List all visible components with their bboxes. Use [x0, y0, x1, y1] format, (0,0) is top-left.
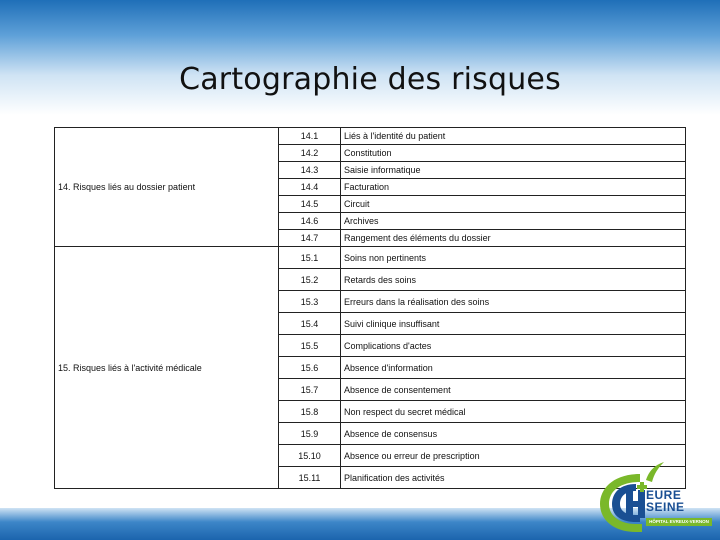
label-cell: Erreurs dans la réalisation des soins: [341, 291, 686, 313]
logo-wordmark: [646, 489, 685, 513]
category-cell: 15. Risques liés à l'activité médicale: [55, 247, 279, 489]
code-cell: 15.7: [279, 379, 341, 401]
code-cell: 14.2: [279, 145, 341, 162]
code-cell: 15.2: [279, 269, 341, 291]
table-row: [55, 128, 686, 145]
category-cell: 14. Risques liés au dossier patient: [55, 128, 279, 247]
label-cell: Absence ou erreur de prescription: [341, 445, 686, 467]
code-cell: 14.7: [279, 230, 341, 247]
label-cell: Absence d'information: [341, 357, 686, 379]
code-cell: 15.9: [279, 423, 341, 445]
code-cell: 15.1: [279, 247, 341, 269]
label-cell: Retards des soins: [341, 269, 686, 291]
logo-line-1: EURE: [646, 488, 682, 502]
code-cell: 15.3: [279, 291, 341, 313]
code-cell: 15.8: [279, 401, 341, 423]
logo-line-2: SEINE: [646, 500, 685, 514]
risk-table: [54, 127, 686, 489]
label-cell: Circuit: [341, 196, 686, 213]
risk-table-body: [55, 128, 686, 489]
code-cell: 14.3: [279, 162, 341, 179]
label-cell: Constitution: [341, 145, 686, 162]
label-cell: Liés à l'identité du patient: [341, 128, 686, 145]
code-cell: 14.6: [279, 213, 341, 230]
code-cell: 14.5: [279, 196, 341, 213]
code-cell: 15.11: [279, 467, 341, 489]
slide-title: Cartographie des risques: [179, 62, 561, 97]
label-cell: Suivi clinique insuffisant: [341, 313, 686, 335]
label-cell: Absence de consentement: [341, 379, 686, 401]
label-cell: Soins non pertinents: [341, 247, 686, 269]
label-cell: Rangement des éléments du dossier: [341, 230, 686, 247]
label-cell: Absence de consensus: [341, 423, 686, 445]
label-cell: Non respect du secret médical: [341, 401, 686, 423]
label-cell: Complications d'actes: [341, 335, 686, 357]
code-cell: 14.4: [279, 179, 341, 196]
logo-tagline: HÔPITAL EVREUX-VERNON: [646, 518, 712, 526]
table-row: [55, 247, 686, 269]
label-cell: Archives: [341, 213, 686, 230]
label-cell: Saisie informatique: [341, 162, 686, 179]
code-cell: 15.10: [279, 445, 341, 467]
code-cell: 15.4: [279, 313, 341, 335]
label-cell: Planification des activités: [341, 467, 686, 489]
code-cell: 14.1: [279, 128, 341, 145]
code-cell: 15.6: [279, 357, 341, 379]
label-cell: Facturation: [341, 179, 686, 196]
code-cell: 15.5: [279, 335, 341, 357]
